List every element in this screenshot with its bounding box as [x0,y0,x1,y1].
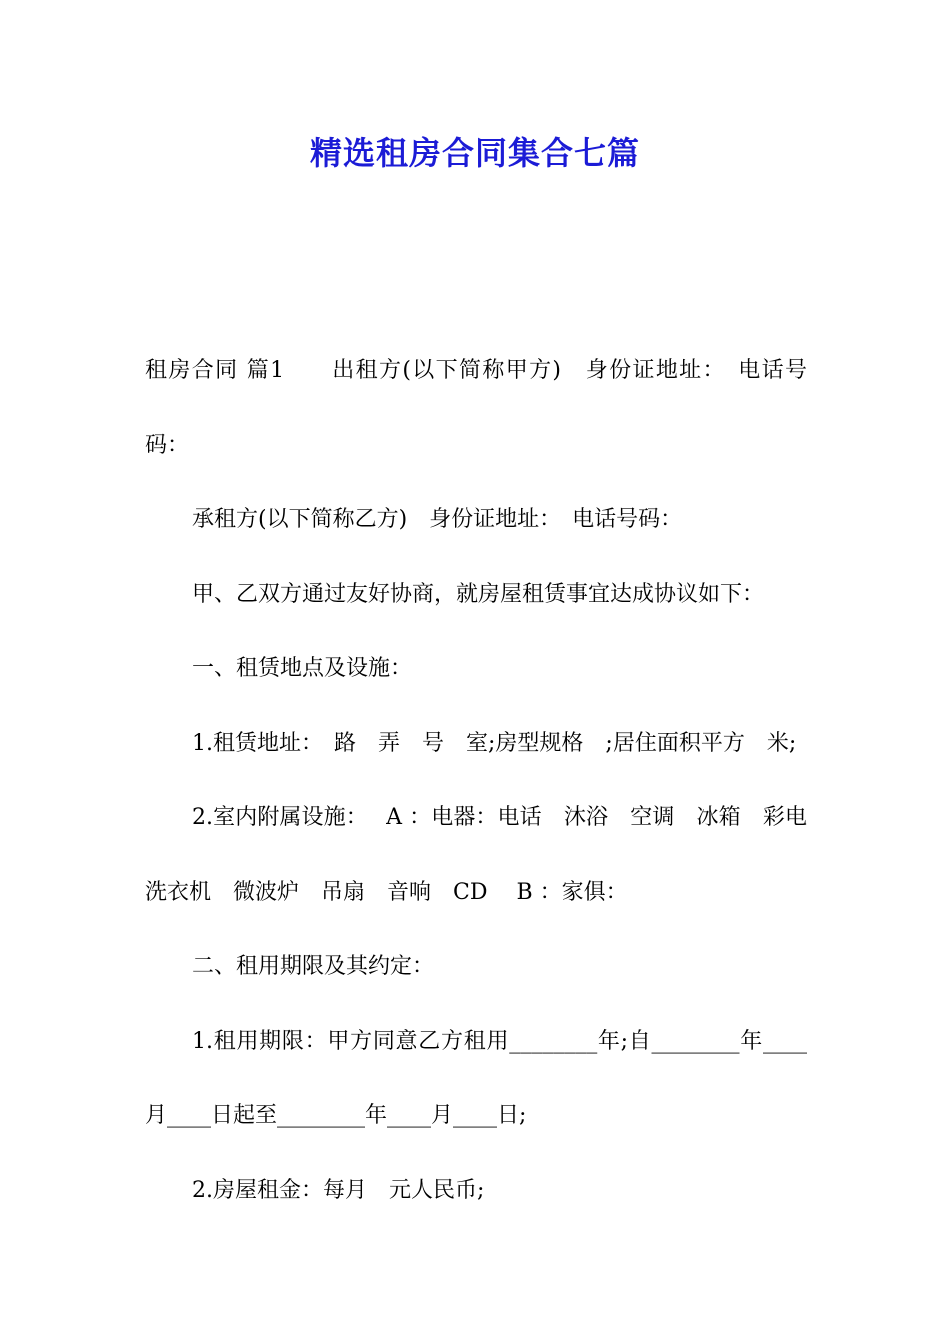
paragraph-agreement-intro: 甲、乙双方通过友好协商，就房屋租赁事宜达成协议如下： [192,581,765,607]
document-title: 精选租房合同集合七篇 [309,134,640,172]
paragraph-facilities: 2.室内附属设施： A ：电器：电话 沐浴 空调 冰箱 彩电 洗衣机 微波炉 吊扇 音响 CD B ：家俱： [145,805,830,905]
paragraph-lessee-info: 承租方(以下简称乙方) 身份证地址： 电话号码： [192,507,683,532]
paragraph-rent-amount: 2.房屋租金：每月 元人民币; [192,1177,485,1203]
paragraph-contract-header: 租房合同 篇1 出租方(以下简称甲方) 身份证地址： 电话号码： [145,358,807,458]
paragraph-rental-address: 1.租赁地址： 路 弄 号 室;房型规格 ;居住面积平方 米; [192,730,797,756]
section-heading-term: 二、租用期限及其约定： [192,954,435,979]
document-body [145,334,830,1228]
paragraph-rental-term: 1.租用期限：甲方同意乙方租用________年;自________年____月____日起至________年____月____日; [145,1028,807,1128]
section-heading-location: 一、租赁地点及设施： [192,656,413,681]
